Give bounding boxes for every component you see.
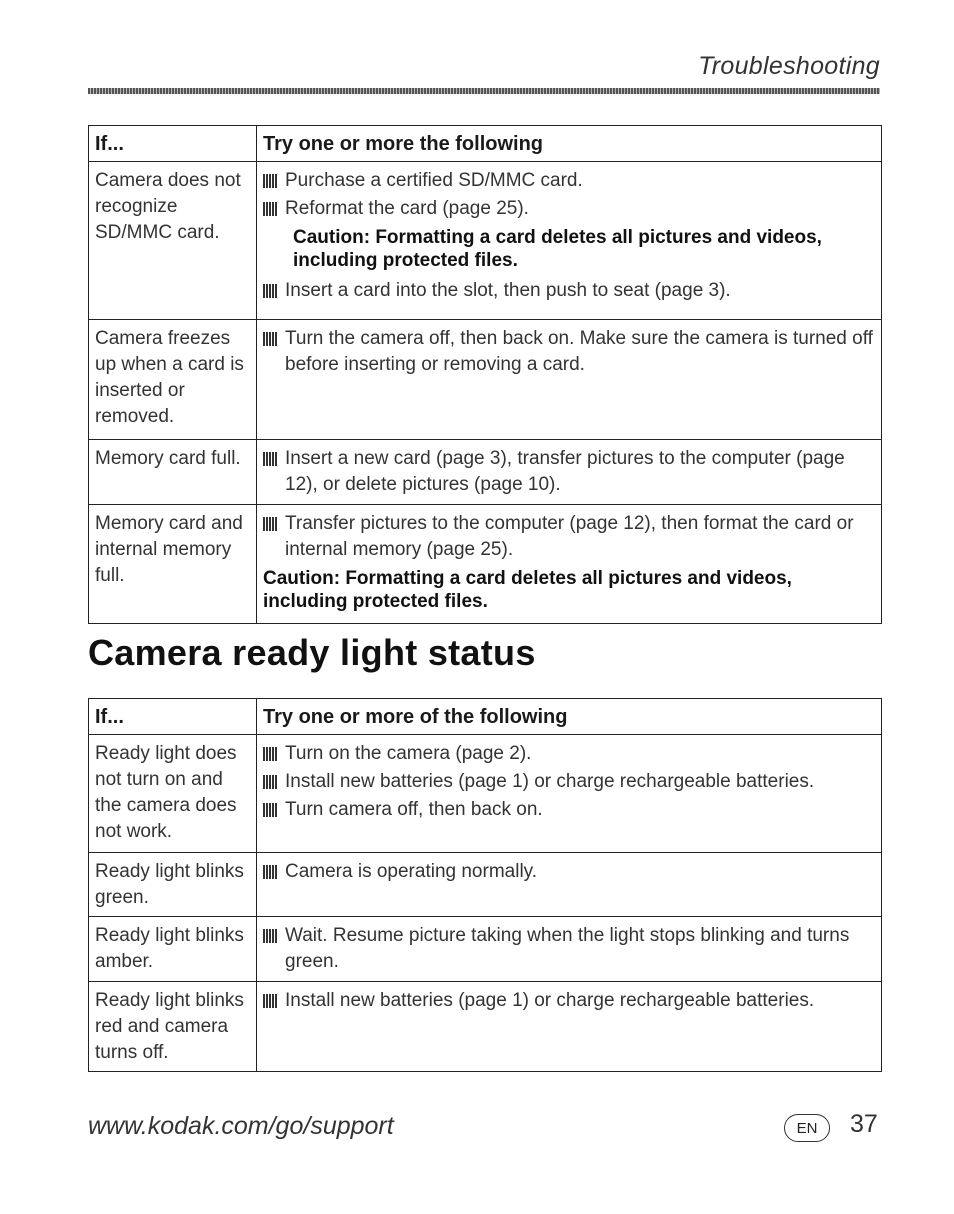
bullet-icon bbox=[263, 174, 277, 188]
caution-note: Caution: Formatting a card deletes all pictures and videos, including protected files. bbox=[263, 568, 792, 612]
bullet-icon bbox=[263, 994, 277, 1008]
column-header-try: Try one or more of the following bbox=[257, 699, 882, 735]
solution-cell bbox=[257, 982, 882, 1072]
page-number: 37 bbox=[850, 1110, 878, 1138]
table-row bbox=[89, 982, 882, 1072]
list-item: Turn the camera off, then back on. Make sure the camera is turned off before inserting or removing a card. bbox=[263, 326, 873, 378]
running-header: Troubleshooting bbox=[698, 52, 880, 80]
column-header-try: Try one or more the following bbox=[257, 126, 882, 162]
language-badge: EN bbox=[784, 1114, 830, 1142]
table-header-row bbox=[89, 699, 882, 735]
list-item: Insert a card into the slot, then push to seat (page 3). bbox=[263, 278, 873, 304]
bullet-icon bbox=[263, 865, 277, 879]
table-row bbox=[89, 853, 882, 917]
solution-cell bbox=[257, 735, 882, 853]
condition-cell: Ready light blinks red and camera turns off. bbox=[89, 982, 257, 1072]
list-item: Install new batteries (page 1) or charge rechargeable batteries. bbox=[263, 988, 873, 1014]
list-item: Reformat the card (page 25). bbox=[263, 196, 873, 222]
solution-cell bbox=[257, 505, 882, 624]
list-item: Turn on the camera (page 2). bbox=[263, 741, 873, 767]
header-divider bbox=[88, 88, 880, 94]
bullet-icon bbox=[263, 202, 277, 216]
troubleshooting-table bbox=[88, 125, 882, 624]
table-row bbox=[89, 320, 882, 440]
table-row bbox=[89, 505, 882, 624]
bullet-icon bbox=[263, 803, 277, 817]
solution-cell bbox=[257, 917, 882, 982]
condition-cell: Camera freezes up when a card is inserted or removed. bbox=[89, 320, 257, 440]
bullet-icon bbox=[263, 929, 277, 943]
solution-cell bbox=[257, 162, 882, 320]
table-row bbox=[89, 917, 882, 982]
condition-cell: Ready light blinks amber. bbox=[89, 917, 257, 982]
bullet-icon bbox=[263, 747, 277, 761]
support-url[interactable]: www.kodak.com/go/support bbox=[88, 1112, 394, 1140]
caution-note: Caution: Formatting a card deletes all pictures and videos, including protected files. bbox=[293, 227, 822, 271]
condition-cell: Ready light blinks green. bbox=[89, 853, 257, 917]
table-row bbox=[89, 440, 882, 505]
list-item: Purchase a certified SD/MMC card. bbox=[263, 168, 873, 194]
list-item: Camera is operating normally. bbox=[263, 859, 873, 885]
solution-cell bbox=[257, 853, 882, 917]
condition-cell: Camera does not recognize SD/MMC card. bbox=[89, 162, 257, 320]
column-header-if: If... bbox=[89, 699, 257, 735]
solution-cell bbox=[257, 320, 882, 440]
bullet-icon bbox=[263, 517, 277, 531]
column-header-if: If... bbox=[89, 126, 257, 162]
bullet-icon bbox=[263, 452, 277, 466]
list-item: Transfer pictures to the computer (page 12), then format the card or internal memory (page 25). bbox=[263, 511, 873, 563]
bullet-icon bbox=[263, 775, 277, 789]
bullet-icon bbox=[263, 332, 277, 346]
condition-cell: Memory card full. bbox=[89, 440, 257, 505]
table-row bbox=[89, 735, 882, 853]
condition-cell: Ready light does not turn on and the camera does not work. bbox=[89, 735, 257, 853]
condition-cell: Memory card and internal memory full. bbox=[89, 505, 257, 624]
bullet-icon bbox=[263, 284, 277, 298]
list-item: Install new batteries (page 1) or charge rechargeable batteries. bbox=[263, 769, 873, 795]
ready-light-table bbox=[88, 698, 882, 1072]
list-item: Wait. Resume picture taking when the light stops blinking and turns green. bbox=[263, 923, 873, 975]
section-heading: Camera ready light status bbox=[88, 632, 536, 673]
solution-cell bbox=[257, 440, 882, 505]
table-header-row bbox=[89, 126, 882, 162]
table-row bbox=[89, 162, 882, 320]
list-item: Turn camera off, then back on. bbox=[263, 797, 873, 823]
list-item: Insert a new card (page 3), transfer pictures to the computer (page 12), or delete pictures (page 10). bbox=[263, 446, 873, 498]
